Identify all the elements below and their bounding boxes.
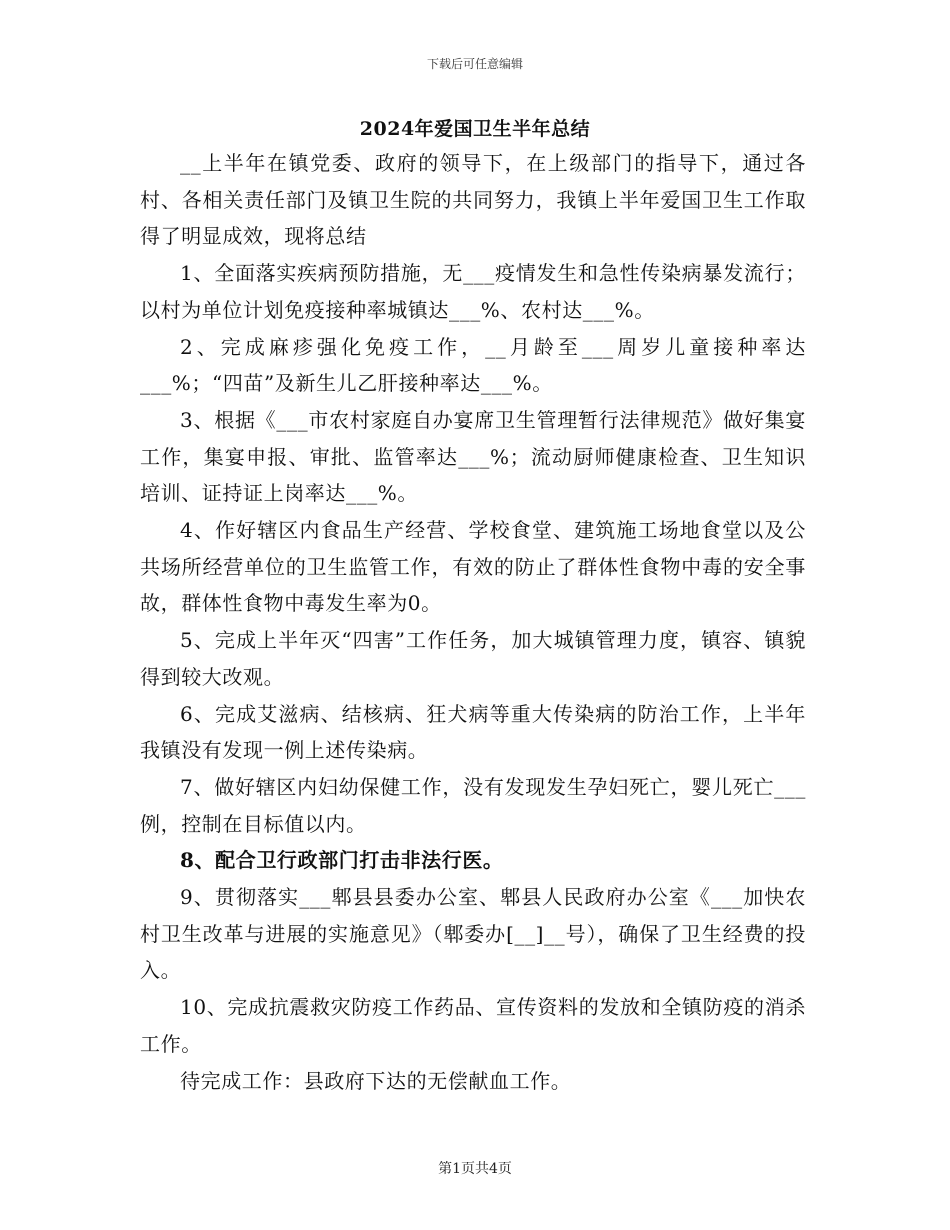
page-header-note: 下载后可任意编辑 (426, 57, 523, 71)
paragraph-item-3: 3、根据《___市农村家庭自办宴席卫生管理暂行法律规范》做好集宴工作，集宴申报、审批、监管率达___%；流动厨师健康检查、卫生知识培训、证持证上岗率达___%。 (140, 407, 806, 506)
paragraph-item-5: 5、完成上半年灭“四害”工作任务，加大城镇管理力度，镇容、镇貌得到较大改观。 (140, 628, 806, 689)
paragraph-item-9: 9、贯彻落实___郫县县委办公室、郫县人民政府办公室《___加快农村卫生改革与进展的实施意见》（郫委办[__]__号），确保了卫生经费的投入。 (140, 885, 806, 983)
document-body (140, 145, 806, 1099)
paragraph-item-7: 7、做好辖区内妇幼保健工作，没有发现发生孕妇死亡，婴儿死亡___例，控制在目标值以内。 (140, 774, 806, 836)
paragraph-item-1: 1、全面落实疾病预防措施，无___疫情发生和急性传染病暴发流行；以村为单位计划免疫接种率城镇达___%、农村达___%。 (140, 261, 806, 322)
page-number: 第1页共4页 (438, 1161, 512, 1177)
paragraph-item-8: 8、配合卫行政部门打击非法行医。 (180, 848, 504, 873)
paragraph-item-6: 6、完成艾滋病、结核病、狂犬病等重大传染病的防治工作，上半年我镇没有发现一例上述传染病。 (140, 701, 806, 763)
paragraph-item-2: 2、完成麻疹强化免疫工作，__月龄至___周岁儿童接种率达___%；“四苗”及新生儿乙肝接种率达___%。 (140, 334, 806, 396)
paragraph-intro: __上半年在镇党委、政府的领导下，在上级部门的指导下，通过各村、各相关责任部门及镇卫生院的共同努力，我镇上半年爱国卫生工作取得了明显成效，现将总结 (140, 151, 806, 249)
paragraph-item-10: 10、完成抗震救灾防疫工作药品、宣传资料的发放和全镇防疫的消杀工作。 (140, 995, 806, 1056)
document-title: 2024年爱国卫生半年总结 (359, 118, 591, 140)
paragraph-item-4: 4、作好辖区内食品生产经营、学校食堂、建筑施工场地食堂以及公共场所经营单位的卫生监管工作，有效的防止了群体性食物中毒的安全事故，群体性食物中毒发生率为0。 (140, 518, 806, 616)
paragraph-pending-work: 待完成工作：县政府下达的无偿献血工作。 (180, 1068, 572, 1093)
